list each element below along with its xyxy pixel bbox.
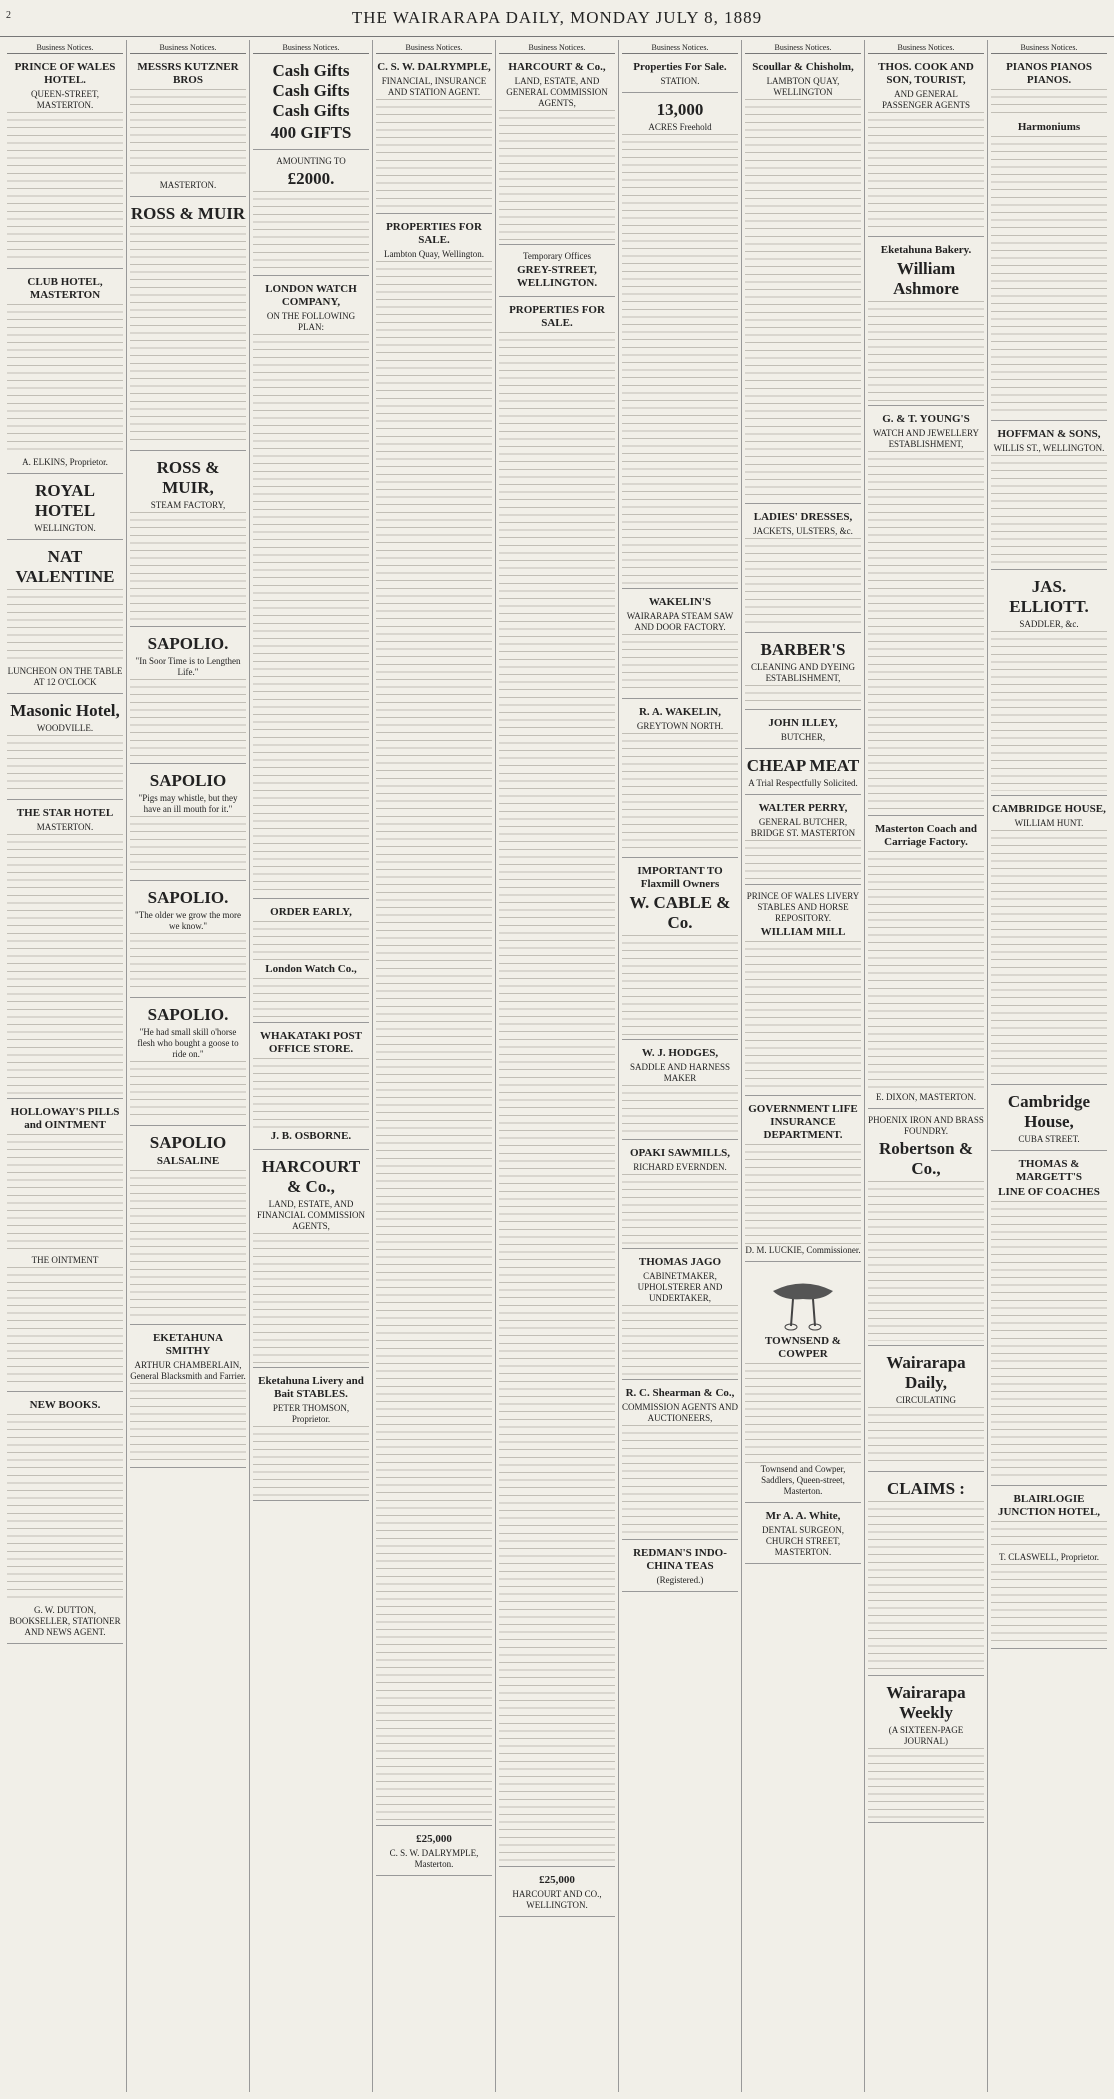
- ad-title: HARCOURT & Co.,: [508, 61, 606, 73]
- ad-shearman: [622, 1383, 738, 1540]
- column-7: [742, 40, 865, 2092]
- ad-title: £25,000: [539, 1874, 575, 1886]
- ad-subtitle: HARCOURT AND CO., WELLINGTON.: [512, 1889, 602, 1910]
- ad-flaxmill-owners: [622, 861, 738, 1040]
- ad-title: IMPORTANT TO Flaxmill Owners: [637, 865, 723, 890]
- ad-redmans-teas: [622, 1543, 738, 1592]
- newspaper-columns: [4, 40, 1110, 2092]
- ad-title: W. J. HODGES,: [641, 1047, 719, 1059]
- ad-sapolio-2: [130, 767, 246, 881]
- ad-subtitle: PETER THOMSON, Proprietor.: [272, 1403, 350, 1424]
- ad-dalrymple: [376, 57, 492, 214]
- ad-title: WILLIAM MILL: [760, 926, 846, 938]
- ad-ross-muir-factory: [130, 454, 246, 627]
- column-heading: Business Notices.: [991, 42, 1107, 54]
- ad-subtitle: Temporary Offices: [523, 251, 591, 261]
- ad-title: LONDON WATCH COMPANY,: [265, 283, 357, 308]
- ad-jas-elliott: [991, 573, 1107, 796]
- ad-title: GOVERNMENT LIFE INSURANCE DEPARTMENT.: [748, 1103, 858, 1141]
- ad-title: ORDER EARLY,: [270, 906, 352, 918]
- ad-subtitle: MASTERTON.: [36, 822, 94, 832]
- ad-walter-perry: [745, 798, 861, 885]
- ad-subtitle: ARTHUR CHAMBERLAIN, General Blacksmith and Farrier.: [130, 1360, 246, 1381]
- page-number: 2: [6, 10, 12, 21]
- column-8: [865, 40, 988, 2092]
- ad-subtitle: ON THE FOLLOWING PLAN:: [266, 311, 356, 332]
- ad-title: Masterton Coach and Carriage Factory.: [874, 823, 978, 848]
- ad-title: HOLLOWAY'S PILLS and OINTMENT: [10, 1106, 120, 1131]
- ad-townsend-cowper: [745, 1265, 861, 1503]
- ad-title: SAPOLIO: [149, 771, 227, 790]
- column-heading: Business Notices.: [868, 42, 984, 54]
- ad-subtitle: COMMISSION AGENTS AND AUCTIONEERS,: [622, 1402, 739, 1423]
- ad-subtitle: WILLIS ST., WELLINGTON.: [993, 443, 1105, 453]
- ad-subtitle: 400 GIFTS: [270, 123, 352, 142]
- ad-title: Cash Gifts Cash Gifts Cash Gifts: [272, 61, 350, 120]
- ad-properties-for-sale-station: [622, 57, 738, 93]
- ad-cambridge-house-cuba: [991, 1088, 1107, 1151]
- ad-holloways-pills: [7, 1102, 123, 1392]
- ad-barbers: [745, 636, 861, 710]
- ad-whakataki-post-office: [253, 1026, 369, 1150]
- ad-wakelin-name: [622, 702, 738, 858]
- column-heading: Business Notices.: [130, 42, 246, 54]
- ad-subtitle: ACRES Freehold: [648, 122, 712, 132]
- ad-subtitle: LUNCHEON ON THE TABLE AT 12 O'CLOCK: [7, 666, 123, 687]
- ad-subtitle: GENERAL BUTCHER, BRIDGE ST. MASTERTON: [750, 817, 856, 838]
- ad-title: BARBER'S: [760, 640, 846, 659]
- column-9: [988, 40, 1110, 2092]
- ad-title: C. S. W. DALRYMPLE,: [377, 61, 491, 73]
- ad-blairlogie-junction: [991, 1489, 1107, 1649]
- ad-subtitle: LAND, ESTATE, AND FINANCIAL COMMISSION AGENTS,: [257, 1199, 365, 1231]
- ad-robertson-co: [868, 1112, 984, 1346]
- ad-scoullar-chisholm: [745, 57, 861, 504]
- ad-properties-for-sale-col5: [499, 300, 615, 1867]
- ad-subtitle: AMOUNTING TO: [276, 156, 346, 166]
- ad-subtitle: SADDLE AND HARNESS MAKER: [629, 1062, 730, 1083]
- ad-subtitle: "Pigs may whistle, but they have an ill mouth for it.": [138, 793, 238, 814]
- ad-subtitle: AND GENERAL PASSENGER AGENTS: [882, 89, 970, 110]
- ad-royal-hotel: [7, 477, 123, 540]
- column-heading: Business Notices.: [376, 42, 492, 54]
- ad-title: NAT VALENTINE: [15, 547, 115, 586]
- ad-subtitle: C. S. W. DALRYMPLE, Masterton.: [389, 1848, 479, 1869]
- ad-william-mill: [745, 888, 861, 1096]
- ad-subtitle: T. CLASWELL, Proprietor.: [998, 1552, 1100, 1562]
- ad-subtitle: WOODVILLE.: [36, 723, 94, 733]
- ad-title: THOMAS JAGO: [638, 1256, 722, 1268]
- ad-subtitle: (A SIXTEEN-PAGE JOURNAL): [888, 1725, 964, 1746]
- ad-title: CHEAP MEAT: [746, 756, 860, 775]
- ad-club-hotel: [7, 272, 123, 474]
- ad-dentist-white: [745, 1506, 861, 1564]
- ad-cheap-meat: [745, 752, 861, 795]
- ad-subtitle: "The older we grow the more we know.": [135, 910, 241, 931]
- ad-hoffman-sons: [991, 424, 1107, 570]
- ad-wakelins: [622, 592, 738, 699]
- ad-subtitle: BUTCHER,: [780, 732, 826, 742]
- ad-harcourt-closing: [499, 1870, 615, 1917]
- ad-title: ROSS & MUIR: [130, 204, 246, 223]
- ad-title: PIANOS PIANOS PIANOS.: [1006, 61, 1092, 86]
- ad-title: Wairarapa Weekly: [886, 1683, 966, 1722]
- ad-title: G. & T. YOUNG'S: [882, 413, 970, 425]
- ad-title: THOMAS & MARGETT'S: [1015, 1158, 1082, 1183]
- ad-title: JAS. ELLIOTT.: [1009, 577, 1089, 616]
- ad-subtitle: A Trial Respectfully Solicited.: [748, 778, 858, 788]
- ad-title: £2000.: [287, 169, 335, 188]
- ad-prince-of-wales-hotel: [7, 57, 123, 269]
- ad-subtitle: LAMBTON QUAY, WELLINGTON: [766, 76, 840, 97]
- ad-title: MESSRS KUTZNER BROS: [137, 61, 239, 86]
- column-1: [4, 40, 127, 2092]
- ad-subtitle: DENTAL SURGEON, CHURCH STREET, MASTERTON.: [762, 1525, 844, 1557]
- column-heading: Business Notices.: [253, 42, 369, 54]
- ad-title: TOWNSEND & COWPER: [765, 1335, 841, 1360]
- ad-title: R. A. WAKELIN,: [638, 706, 721, 718]
- ad-sapolio-1: [130, 630, 246, 764]
- ad-star-hotel: [7, 803, 123, 1099]
- ad-subtitle: (Registered.): [656, 1575, 704, 1585]
- ad-title: SAPOLIO.: [147, 634, 229, 653]
- ad-title: LADIES' DRESSES,: [753, 511, 853, 523]
- ad-subtitle: G. W. DUTTON, BOOKSELLER, STATIONER AND NEWS AGENT.: [9, 1605, 121, 1637]
- column-heading: Business Notices.: [499, 42, 615, 54]
- ad-subtitle: CIRCULATING: [896, 1395, 956, 1405]
- ad-title: Robertson & Co.,: [879, 1139, 973, 1178]
- ad-title: SAPOLIO.: [147, 1005, 229, 1024]
- ad-thomas-margetts: [991, 1154, 1107, 1486]
- ad-title: BLAIRLOGIE JUNCTION HOTEL,: [997, 1493, 1101, 1518]
- ad-new-books: [7, 1395, 123, 1644]
- ad-wairarapa-daily: [868, 1349, 984, 1472]
- ad-subtitle: "He had small skill o'horse flesh who bought a goose to ride on.": [137, 1027, 239, 1059]
- ad-ross-muir: [130, 200, 246, 451]
- ad-title: WALTER PERRY,: [758, 802, 848, 814]
- ad-harcourt-co: [499, 57, 615, 245]
- ad-subtitle: LINE OF COACHES: [998, 1186, 1100, 1198]
- ad-title: Properties For Sale.: [633, 61, 727, 73]
- ad-sapolio-4: [130, 1001, 246, 1126]
- ad-title: Eketahuna Bakery.: [880, 244, 972, 256]
- ad-eketahuna-bakery: [868, 240, 984, 406]
- ad-title: CAMBRIDGE HOUSE,: [992, 803, 1106, 815]
- ad-sapolio-salsaline: [130, 1129, 246, 1325]
- ad-kutzner-bros: [130, 57, 246, 197]
- ad-title: WHAKATAKI POST OFFICE STORE.: [260, 1030, 362, 1055]
- column-3: [250, 40, 373, 2092]
- ad-cash-gifts: [253, 57, 369, 150]
- ad-subtitle: W. CABLE & Co.: [629, 893, 731, 932]
- ad-properties-for-sale-col4: [376, 217, 492, 1826]
- ad-dalrymple-closing: [376, 1829, 492, 1876]
- ad-title: £25,000: [416, 1833, 452, 1845]
- ad-subtitle: Lambton Quay, Wellington.: [383, 249, 484, 259]
- ad-subtitle: WILLIAM HUNT.: [1014, 818, 1084, 828]
- ad-subtitle: GREYTOWN NORTH.: [636, 721, 724, 731]
- ad-subtitle: FINANCIAL, INSURANCE AND STATION AGENT.: [381, 76, 487, 97]
- ad-subtitle: WATCH AND JEWELLERY ESTABLISHMENT,: [873, 428, 979, 449]
- ad-harcourt-co-col3: [253, 1153, 369, 1368]
- ad-subtitle: MASTERTON.: [159, 180, 217, 190]
- ad-title: CLUB HOTEL, MASTERTON: [27, 276, 103, 301]
- ad-temporary-offices: [499, 248, 615, 297]
- ad-order-early: [253, 902, 369, 1023]
- ad-title: Mr A. A. White,: [765, 1510, 841, 1522]
- ad-subtitle: RICHARD EVERNDEN.: [633, 1162, 727, 1172]
- ad-title: NEW BOOKS.: [29, 1399, 101, 1411]
- ad-title: OPAKI SAWMILLS,: [629, 1147, 731, 1159]
- ad-title: THE STAR HOTEL: [16, 807, 114, 819]
- ad-subtitle: PHOENIX IRON AND BRASS FOUNDRY.: [868, 1115, 984, 1136]
- ad-title: SAPOLIO: [149, 1133, 227, 1152]
- ad-title: ROYAL HOTEL: [34, 481, 96, 520]
- ad-nat-valentine: [7, 543, 123, 694]
- newspaper-title: THE WAIRARAPA DAILY, MONDAY JULY 8, 1889: [351, 8, 763, 27]
- ad-subtitle: CABINETMAKER, UPHOLSTERER AND UNDERTAKER,: [637, 1271, 723, 1303]
- ad-13000-acres: [622, 96, 738, 589]
- ad-title: HARCOURT & Co.,: [261, 1157, 361, 1196]
- ad-subtitle: William Ashmore: [893, 259, 959, 298]
- ad-wairarapa-weekly: [868, 1679, 984, 1823]
- ad-coach-factory: [868, 819, 984, 1109]
- ad-title: THOS. COOK AND SON, TOURIST,: [878, 61, 974, 86]
- column-heading: Business Notices.: [745, 42, 861, 54]
- ad-subtitle: SALSALINE: [156, 1155, 220, 1167]
- ad-subtitle: THE OINTMENT: [31, 1255, 99, 1265]
- ad-title: PROPERTIES FOR SALE.: [509, 304, 605, 329]
- ad-title: GREY-STREET, WELLINGTON.: [516, 264, 598, 289]
- ad-subtitle: Harmoniums: [1017, 121, 1081, 133]
- ad-2000-pounds: [253, 153, 369, 276]
- ad-sapolio-3: [130, 884, 246, 998]
- ad-john-illey: [745, 713, 861, 749]
- ad-subtitle: WELLINGTON.: [34, 523, 96, 533]
- ad-title: SAPOLIO.: [147, 888, 229, 907]
- ad-subtitle: JACKETS, ULSTERS, &c.: [753, 526, 853, 536]
- ad-subtitle: SADDLER, &c.: [1019, 619, 1079, 629]
- ad-title: ROSS & MUIR,: [156, 458, 220, 497]
- column-heading: Business Notices.: [7, 42, 123, 54]
- ad-title: HOFFMAN & SONS,: [997, 428, 1101, 440]
- column-heading: Business Notices.: [622, 42, 738, 54]
- ad-subtitle: J. B. OSBORNE.: [270, 1130, 352, 1142]
- ad-title: Cambridge House,: [1007, 1092, 1091, 1131]
- ad-subtitle: E. DIXON, MASTERTON.: [875, 1092, 977, 1102]
- masthead: [0, 0, 1114, 37]
- ad-subtitle: LAND, ESTATE, AND GENERAL COMMISSION AGENTS,: [506, 76, 608, 108]
- ad-cambridge-house: [991, 799, 1107, 1085]
- ad-government-life-insurance: [745, 1099, 861, 1262]
- ad-title: Wairarapa Daily,: [886, 1353, 966, 1392]
- ad-title: Masonic Hotel,: [10, 701, 120, 720]
- ad-subtitle: STEAM FACTORY,: [150, 500, 226, 510]
- ad-title: R. C. Shearman & Co.,: [625, 1387, 735, 1399]
- ad-subtitle: Townsend and Cowper, Saddlers, Queen-street, Masterton.: [760, 1464, 846, 1496]
- ad-thomas-jago: [622, 1252, 738, 1380]
- ad-subtitle: "In Soor Time is to Lengthen Life.": [135, 656, 241, 677]
- column-5: [496, 40, 619, 2092]
- ad-subtitle: CLEANING AND DYEING ESTABLISHMENT,: [751, 662, 855, 683]
- ad-g-t-young: [868, 409, 984, 816]
- ad-title: WAKELIN'S: [648, 596, 712, 608]
- ad-thos-cook: [868, 57, 984, 237]
- ad-title: Eketahuna Livery and Bait STABLES.: [258, 1375, 364, 1400]
- ad-masonic-hotel: [7, 697, 123, 800]
- ad-london-watch-company: [253, 279, 369, 899]
- ad-title: JOHN ILLEY,: [768, 717, 838, 729]
- ad-subtitle: D. M. LUCKIE, Commissioner.: [745, 1245, 861, 1255]
- ad-hodges: [622, 1043, 738, 1140]
- ad-subtitle: WAIRARAPA STEAM SAW AND DOOR FACTORY.: [626, 611, 734, 632]
- ad-subtitle: STATION.: [660, 76, 700, 86]
- ad-title: EKETAHUNA SMITHY: [152, 1332, 224, 1357]
- ad-title: 13,000: [656, 100, 704, 119]
- column-4: [373, 40, 496, 2092]
- column-6: [619, 40, 742, 2092]
- ad-subtitle: London Watch Co.,: [265, 963, 357, 975]
- ad-title: CLAIMS :: [887, 1479, 965, 1498]
- ad-pianos: [991, 57, 1107, 421]
- ad-title: PRINCE OF WALES HOTEL.: [14, 61, 116, 86]
- ad-claims: [868, 1475, 984, 1676]
- saddle-illustration-icon: [763, 1271, 843, 1331]
- ad-subtitle: CUBA STREET.: [1018, 1134, 1080, 1144]
- ad-subtitle: QUEEN-STREET, MASTERTON.: [30, 89, 100, 110]
- ad-title: Scoullar & Chisholm,: [752, 61, 854, 73]
- column-2: [127, 40, 250, 2092]
- ad-title: PROPERTIES FOR SALE.: [386, 221, 482, 246]
- ad-opaki-sawmills: [622, 1143, 738, 1249]
- ad-subtitle: PRINCE OF WALES LIVERY STABLES AND HORSE REPOSITORY.: [746, 891, 860, 923]
- ad-eketahuna-smithy: [130, 1328, 246, 1468]
- ad-ladies-dresses: [745, 507, 861, 633]
- ad-subtitle: A. ELKINS, Proprietor.: [22, 457, 108, 467]
- ad-eketahuna-stables: [253, 1371, 369, 1501]
- ad-title: REDMAN'S INDO-CHINA TEAS: [633, 1547, 727, 1572]
